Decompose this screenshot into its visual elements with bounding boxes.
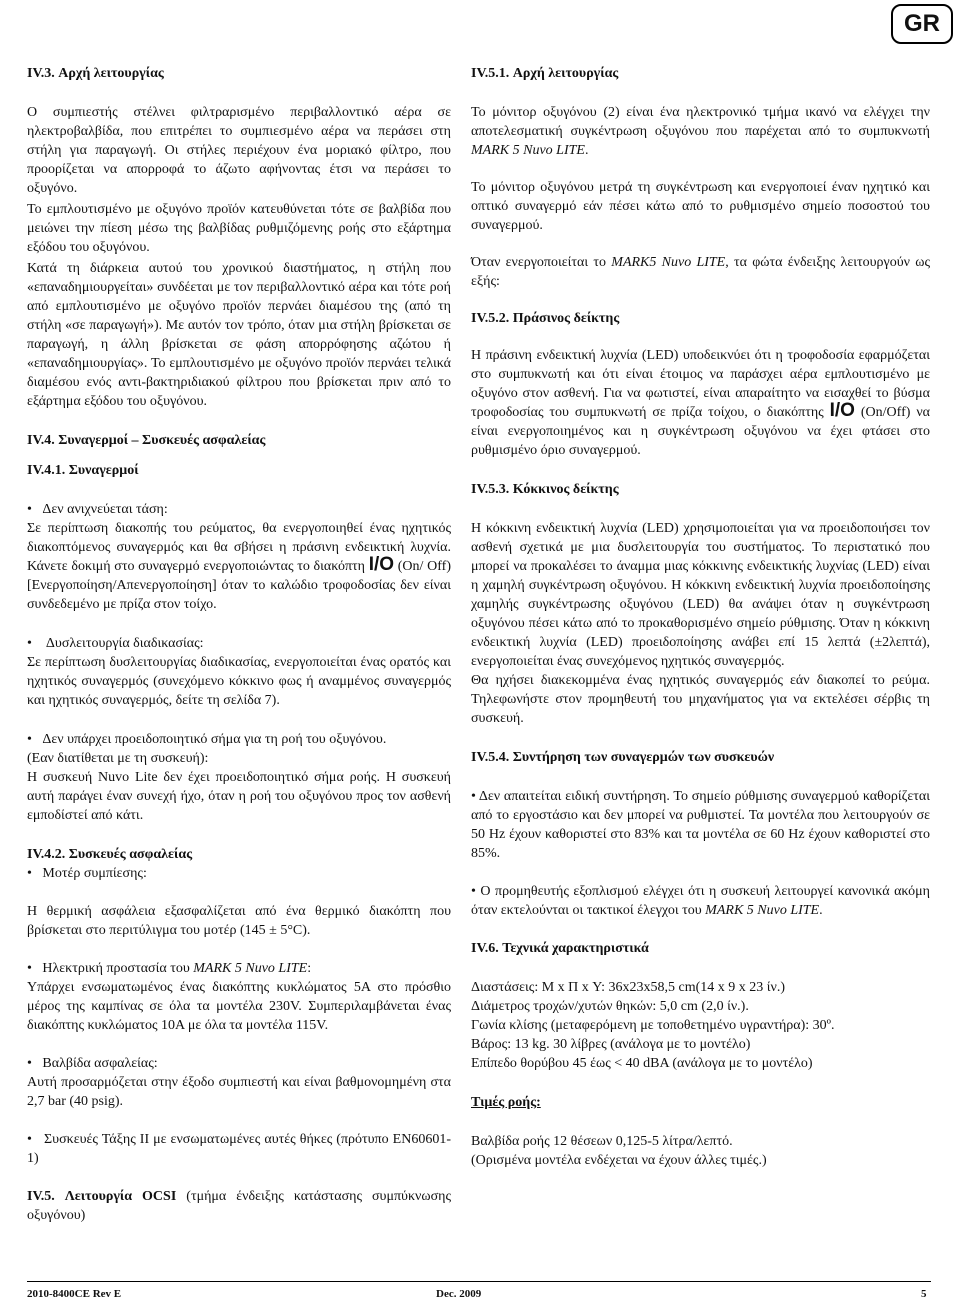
bullet-class-ii: • Συσκευές Τάξης ΙΙ με ενσωματωμένες αυτές θήκες (πρότυπο EN60601-1) [27,1132,451,1166]
electrical-title-c: : [307,961,312,976]
heading-iv5 [27,1187,451,1225]
iv5-bold: IV.5. Λειτουργία OCSI [27,1189,177,1204]
bullet-safety-valve-title: • Βαλβίδα ασφαλείας: [27,1056,158,1071]
bullet-no-flow-signal-sub: (Εαν διατίθεται με τη συσκευή): [27,751,209,766]
indicators-intro-c: , τα φώτα ένδειξης λειτουργούν ως εξής: [471,255,930,289]
indicators-intro-a: Όταν ενεργοποιείται το [471,255,612,270]
product-name: MARK 5 Nuvo LITE [193,961,308,976]
right-column [471,64,930,1170]
flow-valve: Βαλβίδα ροής 12 θέσεων 0,125-5 λίτρα/λεπτό. [471,1134,733,1149]
paragraph-regeneration: Κατά τη διάρκεια αυτού του χρονικού διαστήματος, η στήλη που «επαναδημιουργείται» συνδέεται με τον περιβαλλοντικό αέρα και τότε ροή από εμπλουτισμένο με οξυγόνο προϊόν περνάει διαμέσου της (από τη στήλη «σε παραγωγή»). Με αυτόν τον τρόπο, όταν μια στήλη βρίσκεται σε παραγωγή, η άλλη βρίσκεται σε φάση απορρόφησης αζώτου ή «επαναδημιουργίας». Το εμπλουτισμένο με οξυγόνο προϊόν περνάει τελικά διαμέσου ενός αντι-βακτηριδιακού φίλτρου που βρίσκεται πριν από το εξάρτημα εξόδου του οξυγόνου. [27,261,451,409]
green-text-a: Η πράσινη ενδεικτική λυχνία (LED) υποδεικνύει ότι η τροφοδοσία εφαρμόζεται στο συμπυκνωτή και ότι είναι έτοιμος να παράσχει αέρα εμπλουτισμένο με οξυγόνο στον ασθενή. Για να φωτιστεί, είναι απαραίτητο να εισαχθεί το βύσμα τροφοδοσίας του συμπυκνωτή σε πρίζα τοίχου, ο διακόπτης [471,348,930,420]
supplier-checks-c: . [819,903,823,918]
bullet-no-maintenance: • Δεν απαιτείται ειδική συντήρηση. Το σημείο ρύθμισης συναγερμού καθορίζεται από το εργοστάσιο και δεν μπορεί να ρυθμιστεί. Τα μοντέλα που λειτουργούν σε 50 Hz έχουν καθοριστεί στο 83% και τα μοντέλα σε 60 Hz έχουν καθοριστεί στο 85%. [471,789,930,861]
paragraph-monitor-measures: Το μόνιτορ οξυγόνου μετρά τη συγκέντρωση και ενεργοποιεί έναν ηχητικό και οπτικό συναγερμό εάν πέσει κάτω από το ρυθμισμένο σημείο ποσοστού του συναγερμού. [471,180,930,233]
io-switch-label: I/O [829,400,855,421]
monitor-intro-c: . [584,143,589,158]
spec-tilt-angle: Γωνία κλίσης (μεταφερόμενη με τοποθετημένο υγραντήρα): 30º. [471,1018,835,1033]
heading-iv53: IV.5.3. Κόκκινος δείκτης [471,482,619,497]
paragraph-green-indicator [471,346,930,460]
footer-divider [27,1281,931,1282]
heading-iv6: IV.6. Τεχνικά χαρακτηριστικά [471,941,649,956]
bullet-safety-valve-text: Αυτή προσαρμόζεται στην έξοδο συμπιεστή και είναι βαθμονομημένη στα 2,7 bar (40 psig). [27,1075,451,1109]
heading-iv52: IV.5.2. Πράσινος δείκτης [471,311,620,326]
electrical-title-a: • Ηλεκτρική προστασία του [27,961,194,976]
heading-iv41: IV.4.1. Συναγερμοί [27,463,139,478]
bullet-no-flow-signal-text: Η συσκευή Nuvo Lite δεν έχει προειδοποιητικό σήμα ροής. Η συσκευή αυτή παράγει έναν συνεχή ήχο, όταν η ροή του οξυγόνου προς τον ασθενή εμποδίστεί από κάτι. [27,770,451,823]
paragraph-enriched-product: Το εμπλουτισμένο με οξυγόνο προϊόν κατευθύνεται τότε σε βαλβίδα που μειώνει την πίεση μέσω της βαλβίδας ρυθμιζόμενης ροής στο εξάρτημα εξόδου του οξυγόνου. [27,202,451,255]
supplier-checks-a: • Ο προμηθευτής εξοπλισμού ελέγχει ότι η συσκευή λειτουργεί κανονικά ακόμη όταν εκτελούνται οι τακτικοί έλεγχοι του [471,884,930,918]
bullet-motor-text: Η θερμική ασφάλεια εξασφαλίζεται από ένα θερμικό διακόπτη που βρίσκεται στο περιτύλιγμα του μοτέρ (145 ± 5°C). [27,904,451,938]
bullet-no-voltage-title: • Δεν ανιχνεύεται τάση: [27,502,168,517]
bullet-process-failure-title: • Δυσλειτουργία διαδικασίας: [27,636,204,651]
spec-noise-level: Επίπεδο θορύβου 45 έως < 40 dBA (ανάλογα με το μοντέλο) [471,1056,813,1071]
spec-weight: Βάρος: 13 kg. 30 λίβρες (ανάλογα με το μοντέλο) [471,1037,751,1052]
paragraph-indicators-intro [471,253,930,291]
flow-note: (Ορισμένα μοντέλα ενδέχεται να έχουν άλλες τιμές.) [471,1153,767,1168]
product-name: MARK 5 Nuvo LITE [705,903,820,918]
green-text-b: (On/Off) να είναι ενεργοποιημένος και η συγκέντρωση οξυγόνου να έχει φτάσει στο ρυθμισμένο όριο συναγερμού. [471,405,930,458]
iv5-rest: (τμήμα ένδειξης κατάστασης συμπύκνωσης οξυγόνου) [27,1189,451,1223]
paragraph-monitor-intro [471,103,930,160]
paragraph-red-indicator: Η κόκκινη ενδεικτική λυχνία (LED) χρησιμοποιείται για να προειδοποιήσει τον ασθενή σχετικά με μια δυσλειτουργία του συστήματος. Το περιστατικό που μπορεί να προκαλέσει το άναμμα μιας κόκκινης ενδεικτικής λυχνίας (LED) είναι η χαμηλή συγκέντρωση οξυγόνου. Η κόκκινη ενδεικτική λυχνία προειδοποίησης χαμηλής συγκέντρωσης οξυγόνου (LED) θα ανάψει όταν η συγκέντρωση οξυγόνου πέσει κάτω από το προκαθορισμένο σημείο ρύθμισης. Όταν η κόκκινη ενδεικτική λυχνία (LED) προειδοποίησης ανάβει επί 15 λεπτά (±2λεπτά), ενεργοποιείται ένας συνεχόμενος ηχητικός συναγερμός. [471,521,930,669]
no-voltage-text-b: (On/ Off) [Ενεργοποίηση/Απενεργοποίηση] όταν το καλώδιο τροφοδοσίας δεν είναι συνδεδεμένο με πρίζα στον τοίχο. [27,559,451,612]
footer-date: Dec. 2009 [436,1288,482,1300]
paragraph-power-failure: Θα ηχήσει διακεκομμένα ένας ηχητικός συναγερμός εάν διακοπεί το ρεύμα. Τηλεφωνήστε στον προμηθευτή του μηχανήματος για να εκτελέσει σέρβις τη συσκευή. [471,673,930,726]
bullet-motor-title: • Μοτέρ συμπίεσης: [27,866,147,881]
bullet-electrical-text: Υπάρχει ενσωματωμένος ένας διακόπτης κυκλώματος 5A στο πρόσθιο μέρος της καμπίνας σε όλα τα μοντέλα 230V. Συμπεριλαμβάνεται ένας διακόπτης κυκλώματος 10A με όλα τα μοντέλα 115V. [27,980,451,1033]
left-column [27,64,451,1225]
footer-page-number: 5 [921,1288,927,1300]
bullet-electrical-title [27,959,451,978]
bullet-process-failure-text: Σε περίπτωση δυσλειτουργίας διαδικασίας, ενεργοποιείται ένας ορατός και ηχητικός συναγερμός (συνεχόμενο κόκκινο φως ή αναμμένος συναγερμός και ηχητικός συναγερμός, δείτε τη σελίδα 7). [27,655,451,708]
heading-iv4: IV.4. Συναγερμοί – Συσκευές ασφαλείας [27,433,266,448]
bullet-no-flow-signal-title: • Δεν υπάρχει προειδοποιητικό σήμα για τη ροή του οξυγόνου. [27,732,387,747]
bullet-no-voltage-text [27,519,451,614]
paragraph-compressor: Ο συμπιεστής στέλνει φιλτραρισμένο περιβαλλοντικό αέρα σε ηλεκτροβαλβίδα, που επιτρέπει το συμπιεσμένο αέρα να περάσει στη στήλη για παραγωγή. Οι στήλες περιέχουν ένα μοριακό φίλτρο, που προορίζεται να απορροφά το άζωτο αφήνοντας έτσι να περάσει το οξυγόνο. [27,105,451,196]
footer-doc-id: 2010-8400CE Rev E [27,1288,122,1300]
heading-iv3: IV.3. Αρχή λειτουργίας [27,66,164,81]
product-name: MARK 5 Nuvo LITE [471,143,585,158]
bullet-supplier-checks [471,882,930,920]
spec-wheel-diameter: Διάμετρος τροχών/χυτών θηκών: 5,0 cm (2,0 ίν.). [471,999,749,1014]
heading-iv54: IV.5.4. Συντήρηση των συναγερμών των συσκευών [471,750,775,765]
heading-iv42: IV.4.2. Συσκευές ασφαλείας [27,847,193,862]
product-name: MARK5 Nuvo LITE [611,255,726,270]
language-badge: GR [891,4,953,44]
heading-iv51: IV.5.1. Αρχή λειτουργίας [471,66,619,81]
no-voltage-text-a: Σε περίπτωση διακοπής του ρεύματος, θα ενεργοποιηθεί ένας ηχητικός διακοπτόμενος συναγερμός και θα σβήσει η πράσινη ενδεικτική λυχνία. Κάνετε δοκιμή στο συναγερμό ενεργοποιώντας το διακόπτη [27,521,451,574]
io-switch-label: I/O [368,554,395,575]
heading-flow-values: Τιμές ροής: [471,1095,541,1110]
spec-dimensions: Διαστάσεις: Μ x Π x Υ: 36x23x58,5 cm(14 x 9 x 23 ίν.) [471,980,786,995]
monitor-intro-a: Το μόνιτορ οξυγόνου (2) είναι ένα ηλεκτρονικό τμήμα ικανό να ελέγχει την αποτελεσματική συγκέντρωση οξυγόνου που παρέχεται από το συμπυκνωτή [471,105,930,139]
